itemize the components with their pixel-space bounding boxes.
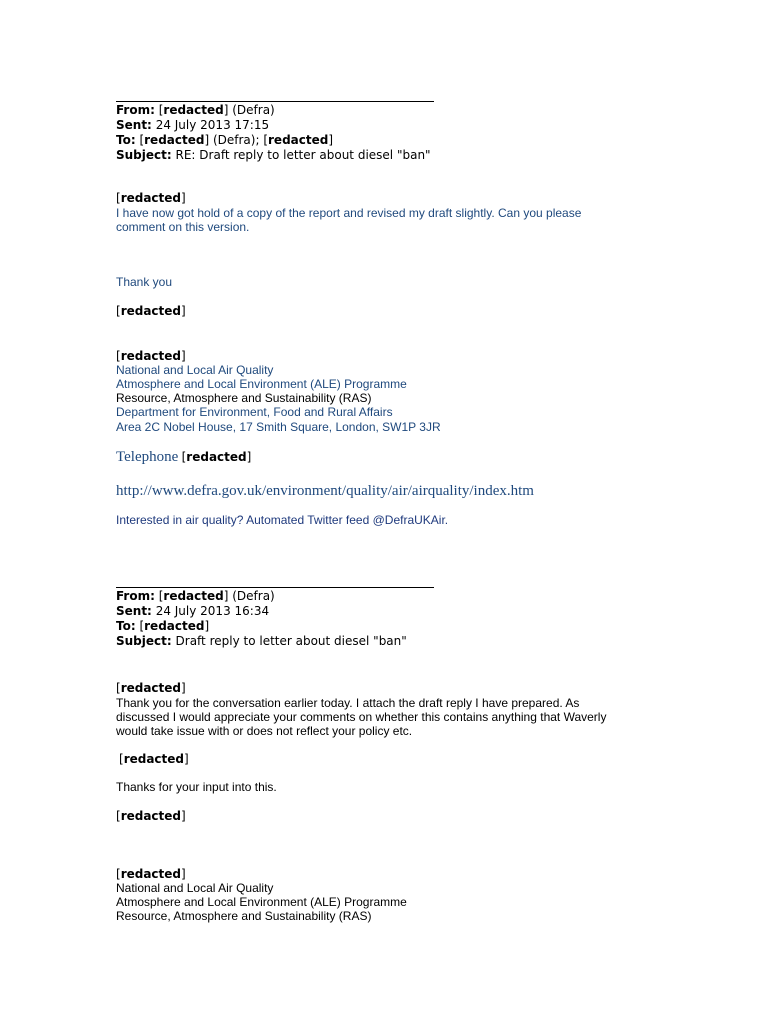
redacted-text: redacted [144,133,205,147]
redacted-text: redacted [120,304,182,318]
redacted-text: redacted [123,752,185,766]
from-label: From: [116,589,155,603]
twitter-note: Interested in air quality? Automated Twitter feed @DefraUKAir. [116,513,449,527]
redacted-text: redacted [163,103,224,117]
from-line: From: [redacted] (Defra) [116,589,275,603]
sent-line [116,118,269,132]
salutation: [redacted] [116,681,186,695]
to-label: To: [116,619,136,633]
from-org: (Defra) [232,103,275,117]
redacted-text: redacted [120,809,182,823]
signature-line: Atmosphere and Local Environment (ALE) Programme [116,377,407,391]
redacted-text: redacted [144,619,205,633]
signature-line: National and Local Air Quality [116,363,274,377]
signoff: [redacted] [116,809,186,823]
sent-label: Sent: [116,118,152,132]
subject-line [116,634,407,648]
signoff: [redacted] [116,304,186,318]
telephone-label: Telephone [116,449,179,465]
body-line: discussed I would appreciate your comments on whether this contains anything that Waverly [116,710,607,724]
website-link[interactable]: http://www.defra.gov.uk/environment/quality/air/airquality/index.htm [116,483,534,499]
body-line: I have now got hold of a copy of the report and revised my draft slightly. Can you please [116,206,582,220]
from-line: From: [redacted] (Defra) [116,103,275,117]
signature-line: National and Local Air Quality [116,881,274,895]
to-label: To: [116,133,136,147]
redacted-text: redacted [120,349,182,363]
signature-line: Department for Environment, Food and Rural Affairs [116,405,393,419]
redacted-text: redacted [120,191,182,205]
signature-line: Area 2C Nobel House, 17 Smith Square, London, SW1P 3JR [116,420,441,434]
subject-value: Draft reply to letter about diesel "ban" [175,634,407,648]
subject-value: RE: Draft reply to letter about diesel "ban" [175,148,431,162]
subject-label: Subject: [116,634,172,648]
telephone-line: Telephone [redacted] [116,449,252,465]
to-line: To: [redacted] (Defra); [redacted] [116,133,334,147]
body-line: Thank you for the conversation earlier today. I attach the draft reply I have prepared. As [116,696,580,710]
sent-value: 24 July 2013 17:15 [155,118,270,132]
from-label: From: [116,103,155,117]
from-org: (Defra) [232,589,275,603]
sent-line [116,604,269,618]
to-line: To: [redacted] [116,619,210,633]
header-divider [116,101,434,102]
signature-line: Atmosphere and Local Environment (ALE) Programme [116,895,407,909]
redacted-text: redacted [163,589,224,603]
to-org: (Defra); [212,133,260,147]
subject-label: Subject: [116,148,172,162]
signature-line: Resource, Atmosphere and Sustainability (RAS) [116,909,372,923]
signature-line: Resource, Atmosphere and Sustainability (RAS) [116,391,372,405]
redacted-text: redacted [268,133,329,147]
signature-name: [redacted] [116,349,186,363]
body-line: would take issue with or does not reflect your policy etc. [116,724,413,738]
redacted-text: redacted [120,681,182,695]
header-divider [116,587,434,588]
body-line: comment on this version. [116,220,250,234]
redacted-text: redacted [186,450,247,464]
subject-line [116,148,431,162]
redacted-text: redacted [120,867,182,881]
signature-name: [redacted] [116,867,186,881]
signoff: [redacted] [119,752,189,766]
closing-text: Thanks for your input into this. [116,780,277,794]
sent-value: 24 July 2013 16:34 [155,604,270,618]
sent-label: Sent: [116,604,152,618]
salutation: [redacted] [116,191,186,205]
closing-text: Thank you [116,275,173,289]
